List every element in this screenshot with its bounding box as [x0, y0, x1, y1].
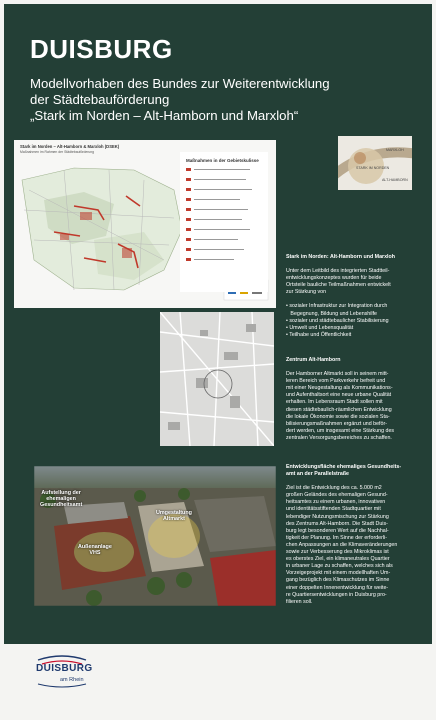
section3-line: und identitätsstiftenden Stadtquartier mit [286, 506, 381, 513]
section3-heading-line-1: Entwicklungsfläche ehemaliges Gesundheits- [286, 464, 402, 470]
aerial-photo [34, 466, 276, 606]
section1-line: Ortsteile bauliche Teilmaßnahmen entwickelt [286, 282, 391, 289]
section2-line: die lokale Ökonomie sowie die sozialen Sta- [286, 413, 390, 420]
district-map-image [14, 140, 276, 308]
aerial-label-right-line-1: Umgestaltung [156, 510, 192, 516]
section1-bullet: • sozialer und städtebaulicher Stabilisierung [286, 317, 389, 324]
aerial-label-center-line-2: VHS [89, 550, 101, 557]
section3-line: einer doppelten Innenentwicklung für weite- [286, 584, 389, 591]
section3-line: Ziel ist die Entwicklung des ca. 5.000 m2 [286, 485, 382, 492]
section1-bullet: • Teilhabe und Öffentlichkeit [286, 331, 352, 338]
aerial-label-left [40, 490, 82, 509]
section3-line: burg legt besonderen Wert auf die Nachhal- [286, 527, 389, 534]
section1-bullet: • Umwelt und Lebensqualität [286, 324, 354, 331]
aerial-label-left-line-2: ehemaligen [46, 496, 76, 503]
section2-line: erhalten. Im Lebensraum Stadt sollen mit [286, 399, 383, 406]
map-legend-title: Maßnahmen in der Gebietskulisse [186, 158, 259, 163]
section3-line: filieren soll. [286, 598, 313, 605]
section3-line: lebendiger Nutzungsmischung zur Stärkung [286, 513, 389, 520]
subtitle-line-2: der Städtebauförderung [30, 92, 170, 107]
district-map-subtitle: Maßnahmen im Rahmen der Städtebauförderung [20, 150, 95, 154]
map-legend-items [180, 152, 268, 292]
district-map-title: Stark im Norden – Alt-Hamborn & Marxloh (DSEK) [20, 144, 120, 149]
aerial-photo-drawing [34, 466, 276, 606]
section3-line: in urbaner Lage zu schaffen, welches sich als [286, 563, 393, 570]
section3-line: heitsamtes zu einem urbanen, innovativen [286, 499, 386, 506]
section2-line: bilisierungsmaßnahmen ergänzt und beför- [286, 420, 387, 427]
section3-heading-line-2: amt an der Parallelstraße [286, 471, 350, 478]
section3-line: re Quartiersentwicklungen in Duisburg pro- [286, 591, 387, 598]
section2-line: dert werden, um insgesamt eine Stärkung des [286, 427, 395, 434]
poster-title: DUISBURG [30, 34, 173, 64]
aerial-label-right-line-2: Altmarkt [163, 516, 185, 523]
section2-line: mit einer Neugestaltung als Kommunikations- [286, 385, 393, 392]
map-legend [180, 152, 268, 292]
thumbnail-label-bottom: ALT-HAMBORN [382, 178, 408, 182]
aerial-label-center-line-1: Außenanlage [78, 544, 112, 550]
location-thumbnail [338, 136, 412, 190]
section3-line: es oberstes Ziel, ein klimaneutrales Quartier [286, 556, 390, 563]
section3-line: gang bezüglich des Klimaschutzes im Sinne [286, 577, 390, 584]
thumbnail-label-top: MARXLOH [386, 148, 404, 152]
section3-line: tigkeit der Planung. Im Sinne der erforderli- [286, 534, 387, 541]
section2-line: zentralen Versorgungsbereiches zu schaffen. [286, 434, 392, 441]
section1-heading: Stark im Norden: Alt-Hamborn und Marxloh [286, 254, 395, 260]
section2-line: diesen städtebaulich-räumlichen Entwicklung [286, 406, 392, 413]
section1-bullet: • sozialer Infrastruktur zur Integration durch [286, 303, 388, 310]
section1-line: Unter dem Leitbild des integrierten Stadtteil- [286, 268, 390, 275]
text-section-stark-im-norden [286, 254, 422, 339]
section3-line: des Zentrums Alt-Hamborn. Die Stadt Duis- [286, 520, 388, 527]
section3-line: sowie zur Verbesserung des Mikroklimas ist [286, 549, 389, 556]
section1-line: entwicklungskonzeptes wurden für beide [286, 275, 382, 282]
subtitle-line-3: „Stark im Norden – Alt-Hamborn und Marxloh“ [30, 108, 299, 123]
aerial-label-right [156, 510, 192, 522]
thumbnail-label-center: STARK IM NORDEN [356, 166, 390, 170]
section2-line: Der Hamborner Altmarkt soll in seinem mitt- [286, 371, 389, 378]
duisburg-logo-subtitle: am Rhein [60, 677, 84, 683]
section3-line: chen Anpassungen an die Klimaveränderungen [286, 541, 398, 548]
duisburg-logo-name: DUISBURG [36, 663, 93, 674]
section2-heading: Zentrum Alt-Hamborn [286, 357, 341, 363]
section3-line: großen Geländes des ehemaligen Gesund- [286, 492, 388, 499]
section1-line: zur Stärkung von [286, 289, 327, 296]
section1-bullet: Begegnung, Bildung und Lebenshilfe [286, 310, 378, 317]
section2-line: leren Bereich vom Parkverkehr befreit und [286, 378, 386, 385]
poster-subtitle [30, 76, 390, 124]
city-plan-drawing [160, 312, 274, 446]
subtitle-line-1: Modellvorhaben des Bundes zur Weiterentwicklung [30, 76, 330, 91]
aerial-label-center [78, 544, 112, 556]
text-section-zentrum [286, 357, 422, 442]
aerial-label-left-line-1: Aufstellung der [41, 490, 81, 496]
aerial-label-left-line-3: Gesundheitsamt [40, 502, 83, 509]
city-plan-map [160, 312, 274, 446]
section2-line: und Aufenthaltsort eine neue urbane Qualität [286, 392, 392, 399]
text-section-gesundheitsamt [286, 464, 422, 606]
section3-line: Vorzeigeprojekt mit einem modellhaften Um- [286, 570, 391, 577]
